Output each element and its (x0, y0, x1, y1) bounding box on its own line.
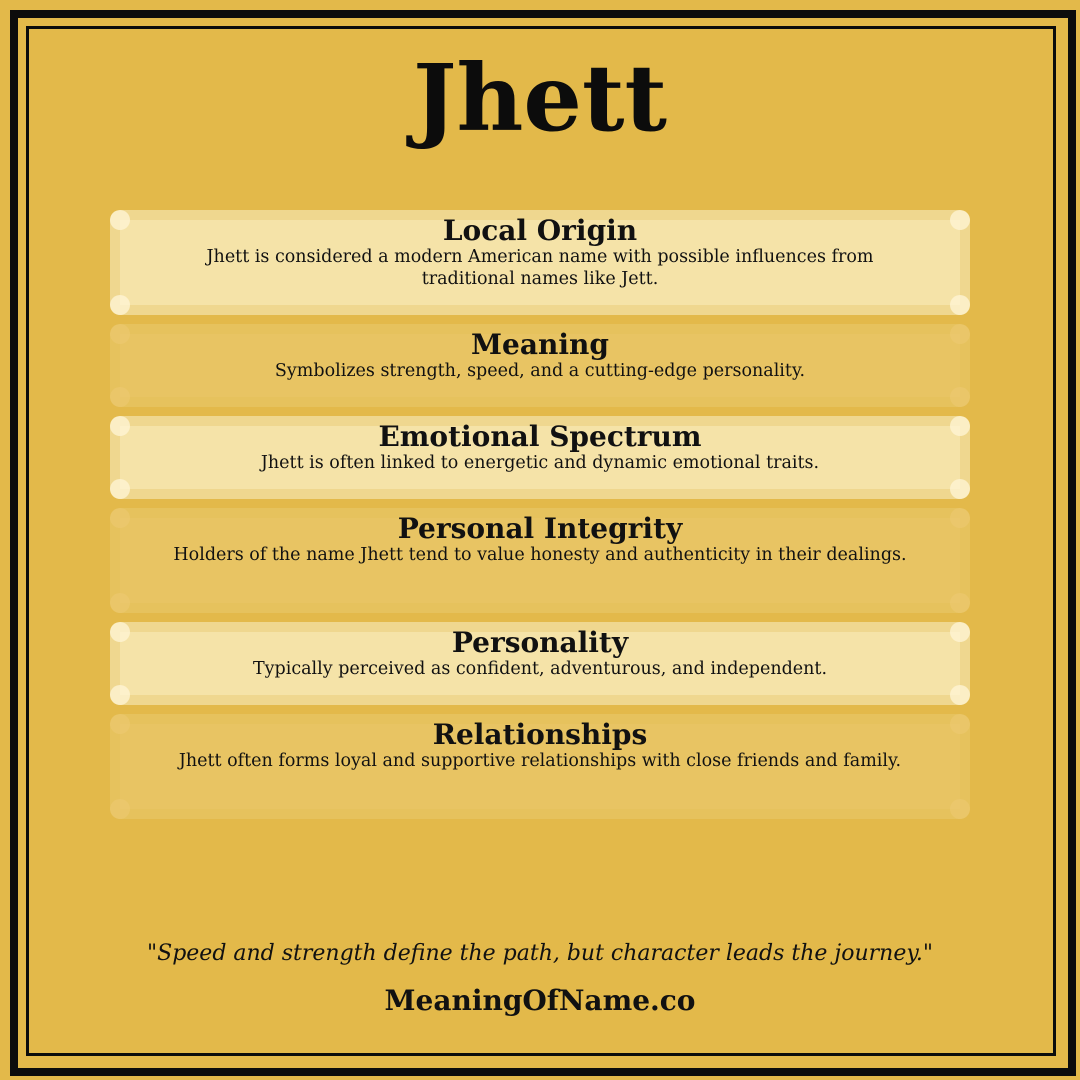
section-heading: Personal Integrity (397, 512, 683, 545)
section-text: Jhett is often linked to energetic and dynamic emotional traits. (260, 453, 820, 473)
brand-label: MeaningOfName.co (384, 984, 696, 1017)
corner-dot (110, 479, 130, 499)
corner-dot (110, 295, 130, 315)
section-heading: Relationships (432, 718, 648, 751)
corner-dot (950, 799, 970, 819)
section-card-emotional-spectrum (110, 416, 970, 499)
section-card-personal-integrity (110, 508, 970, 613)
name-title: Jhett (413, 44, 667, 152)
corner-dot (950, 685, 970, 705)
section-text: Symbolizes strength, speed, and a cutting-edge personality. (274, 361, 806, 381)
section-heading: Emotional Spectrum (378, 420, 702, 453)
section-card-personality (110, 622, 970, 705)
section-text: Typically perceived as confident, adventurous, and independent. (252, 659, 828, 679)
section-text: Holders of the name Jhett tend to value honesty and authenticity in their dealings. (173, 545, 907, 565)
corner-dot (950, 593, 970, 613)
section-heading: Meaning (471, 328, 609, 361)
corner-dot (950, 295, 970, 315)
quote-text: "Speed and strength define the path, but character leads the journey." (147, 941, 933, 966)
corner-dot (110, 593, 130, 613)
corner-dot (950, 479, 970, 499)
corner-dot (950, 387, 970, 407)
section-text: Jhett is considered a modern American name with possible influences from traditional names like Jett. (206, 247, 874, 289)
corner-dot (110, 387, 130, 407)
section-heading: Personality (451, 626, 629, 659)
corner-dot (110, 799, 130, 819)
section-card-meaning (110, 324, 970, 407)
section-heading: Local Origin (442, 214, 638, 247)
section-card-relationships (110, 714, 970, 819)
section-text: Jhett often forms loyal and supportive relationships with close friends and family. (178, 751, 902, 771)
section-card-local-origin (110, 210, 970, 315)
corner-dot (110, 685, 130, 705)
